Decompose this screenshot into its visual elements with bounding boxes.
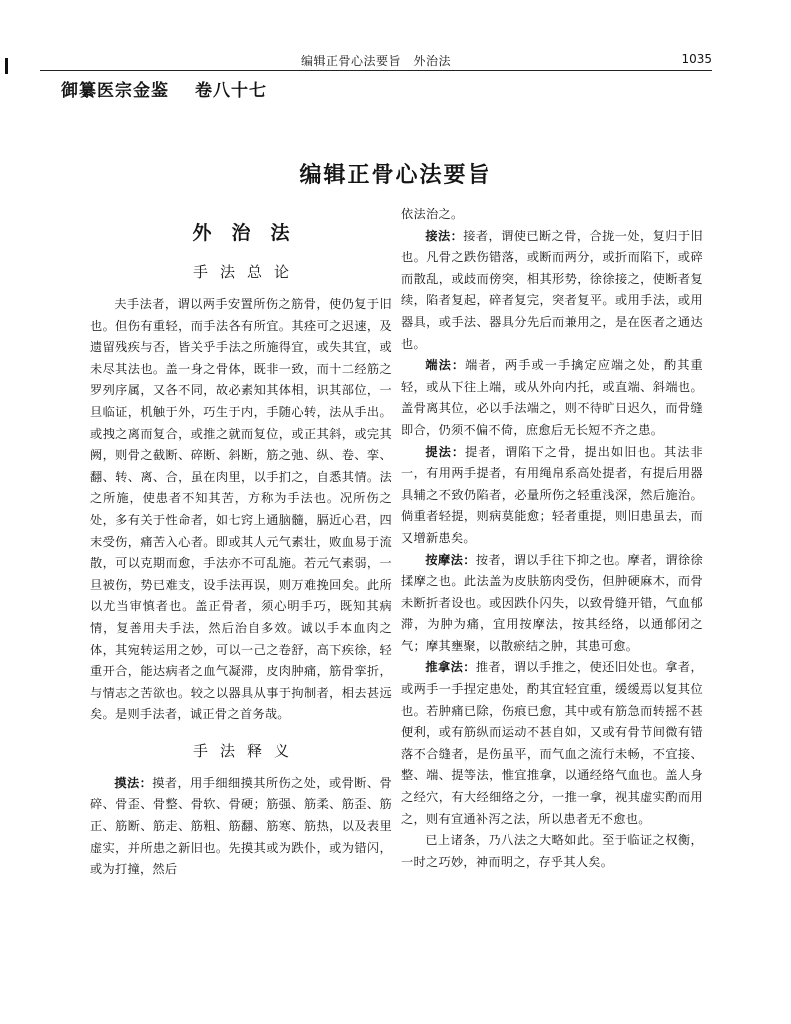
- mo-term: 摸法：: [114, 775, 153, 790]
- general-paragraph: 夫手法者，谓以两手安置所伤之筋骨，使仍复于旧也。但伤有重轻，而手法各有所宜。其痊可之迟速，及遗留残疾与否，皆关乎手法之所施得宜，或失其宜，或未尽其法也。盖一身之骨体，既非一致，而十二经筋之罗列序属，又各不同，故必素知其体相，识其部位，一旦临证，机触于外，巧生于内，手随心转，法从手出。或拽之离而复合，或推之就而复位，或正其斜，或完其阙，则骨之截断、碎断、斜断，筋之弛、纵、卷、挛、翻、转、离、合，虽在肉里，以手扪之，自悉其情。法之所施，使患者不知其苦，方称为手法也。况所伤之处，多有关于性命者，如七窍上通脑髓，膈近心君，四末受伤，痛苦入心者。即或其人元气素壮，败血易于流散，可以克期而愈，手法亦不可乱施。若元气素弱，一旦被伤，势已难支，设手法再误，则万难挽回矣。此所以尤当审慎者也。盖正骨者，须心明手巧，既知其病情，复善用夫手法，然后治自多效。诚以手本血肉之体，其宛转运用之妙，可以一己之卷舒，高下疾徐，轻重开合，能达病者之血气凝滞，皮肉肿痛，筋骨挛折，与情志之苦欲也。较之以器具从事于拘制者，相去甚远矣。是则手法者，诚正骨之首务哉。: [90, 297, 392, 722]
- book-title-line: [61, 76, 267, 101]
- page-edge-mark: [5, 58, 8, 74]
- duan-paragraph: [401, 355, 703, 441]
- tuina-paragraph: [401, 657, 703, 830]
- main-title: 编辑正骨心法要旨: [299, 163, 492, 188]
- volume-label: 卷八十七: [195, 81, 267, 101]
- anmo-paragraph: [401, 550, 703, 658]
- jie-text: 接者，谓使已断之骨，合拢一处，复归于旧也。凡骨之跌伤错落，或断而两分，或折而陷下，或碎而散乱，或歧而傍突，相其形势，徐徐接之，使断者复续，陷者复起，碎者复完，突者复平。或用手法，或用器具，或手法、器具分先后而兼用之，是在医者之通达也。: [401, 228, 703, 351]
- book-title: 御纂医宗金鉴: [61, 81, 169, 101]
- tuina-term: 推拿法：: [425, 660, 476, 675]
- subsection-title-explain: 手法释义: [192, 741, 301, 760]
- mo-paragraph: [90, 773, 392, 881]
- mo-continuation: 依法治之。: [401, 207, 464, 221]
- page-number: 1035: [681, 52, 712, 66]
- ti-paragraph: [401, 442, 703, 550]
- duan-text: 端者，两手或一手擒定应端之处，酌其重轻，或从下往上端，或从外向内托，或直端、斜端也。盖骨离其位，必以手法端之，则不待旷日迟久，而骨缝即合，仍须不偏不倚，庶愈后无长短不齐之患。: [401, 358, 704, 437]
- left-column: [90, 214, 392, 881]
- anmo-text: 按者，谓以手往下抑之也。摩者，谓徐徐揉摩之也。此法盖为皮肤筋肉受伤，但肿硬麻木，而骨未断折者设也。或因跌仆闪失，以致骨缝开错，气血郁滞，为肿为痛，宜用按摩法，按其经络，以通郁闭之气；摩其壅聚，以散瘀结之肿，其患可愈。: [401, 552, 703, 653]
- section-title: 外治法: [192, 222, 310, 244]
- library-stamp: [3, 3, 35, 25]
- tuina-text: 推者，谓以手推之，使还旧处也。拿者，或两手一手捏定患处，酌其宜轻宜重，缓缓焉以复其位也。若肿痛已除，伤痕已愈，其中或有筋急而转摇不甚便利，或有筋纵而运动不甚自如，又或有骨节间微有错落不合缝者，是伤虽平，而气血之流行未畅，不宜接、整、端、提等法，惟宜推拿，以通经络气血也。盖人身之经穴，有大经细络之分，一推一拿，视其虚实酌而用之，则有宣通补泻之法，所以患者无不愈也。: [401, 660, 703, 826]
- closing-paragraph: 已上诸条，乃八法之大略如此。至于临证之权衡，一时之巧妙，神而明之，存乎其人矣。: [401, 833, 703, 869]
- right-column: [401, 204, 703, 873]
- running-title: 编辑正骨心法要旨 外治法: [300, 54, 451, 68]
- jie-paragraph: [401, 226, 703, 356]
- running-header: [40, 50, 712, 71]
- duan-term: 端法：: [425, 358, 466, 373]
- jie-term: 接法：: [425, 228, 464, 243]
- mo-text: 摸者，用手细细摸其所伤之处，或骨断、骨碎、骨歪、骨整、骨软、骨硬；筋强、筋柔、筋歪、筋正、筋断、筋走、筋粗、筋翻、筋寒、筋热，以及表里虚实，并所患之新旧也。先摸其或为跌仆，或为错闪，或为打撞，然后: [90, 775, 392, 877]
- anmo-term: 按摩法：: [425, 552, 476, 567]
- ti-term: 提法：: [425, 444, 466, 459]
- ti-text: 提者，谓陷下之骨，提出如旧也。其法非一，有用两手提者，有用绳帛系高处提者，有提后用器具辅之不致仍陷者，必量所伤之轻重浅深，然后施治。倘重者轻提，则病莫能愈；轻者重提，则旧患虽去，而又增新患矣。: [401, 444, 704, 545]
- subsection-title-general: 手法总论: [192, 263, 301, 281]
